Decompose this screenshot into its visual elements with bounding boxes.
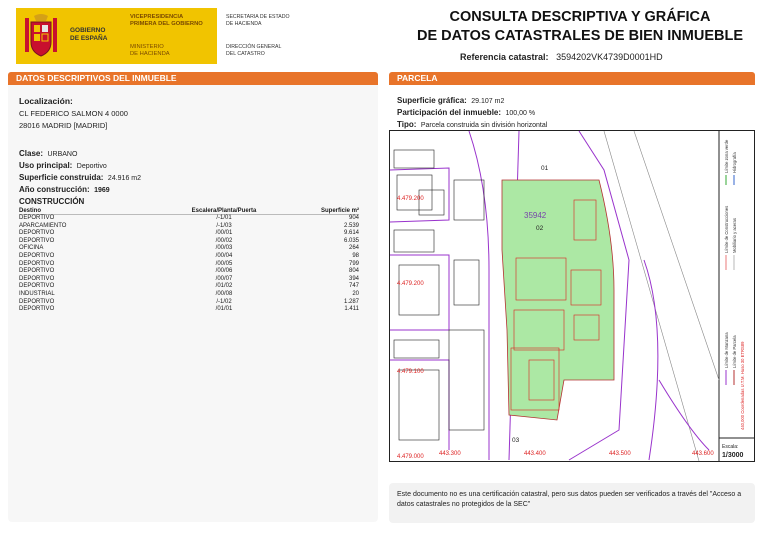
cell-superficie: 799	[348, 260, 359, 267]
cell-escalera: /00/07	[215, 275, 233, 282]
parcel-id-label: 35942	[524, 211, 547, 220]
datos-descriptivos-heading: DATOS DESCRIPTIVOS DEL INMUEBLE	[8, 72, 378, 85]
cell-escalera: /00/04	[215, 252, 233, 259]
y-coord-label: 4.479.100	[397, 369, 424, 375]
disclaimer-text: Este documento no es una certificación catastral, pero sus datos pueden ser verificados a través del "Acceso a datos catastrales no protegidos de la SEC"	[397, 491, 742, 508]
parcel-03-label: 03	[512, 437, 520, 444]
cell-escalera: /00/01	[215, 230, 233, 237]
anio-label: Año construcción:	[19, 185, 90, 194]
cell-destino: DEPORTIVO	[19, 260, 55, 267]
x-coord-label: 443.500	[609, 451, 631, 457]
cell-escalera: /-1/02	[216, 298, 232, 305]
referencia-catastral	[460, 52, 663, 62]
direccion-text: DIRECCIÓN GENERAL DEL CATASTRO	[226, 44, 282, 57]
col-destino: Destino	[19, 208, 169, 215]
address-line2: 28016 MADRID [MADRID]	[19, 121, 108, 130]
table-row	[19, 230, 359, 238]
superficie-value: 24.916 m2	[107, 175, 142, 182]
cell-destino: DEPORTIVO	[19, 230, 55, 237]
cell-destino: DEPORTIVO	[19, 283, 55, 290]
ref-label: Referencia catastral:	[460, 52, 549, 62]
cell-destino: APARCAMIENTO	[19, 222, 67, 229]
cell-destino: DEPORTIVO	[19, 306, 55, 313]
construccion-heading: CONSTRUCCIÓN	[19, 197, 85, 206]
cell-destino: DEPORTIVO	[19, 268, 55, 275]
cell-destino: DEPORTIVO	[19, 252, 55, 259]
cell-escalera: /00/06	[215, 268, 233, 275]
cell-destino: OFICINA	[19, 245, 44, 252]
legend-item: Límite de Parcela	[732, 335, 737, 368]
cell-superficie: 9.614	[343, 230, 359, 237]
x-coord-label: 443.300	[439, 451, 461, 457]
coat-of-arms-icon	[22, 14, 60, 58]
table-row	[19, 245, 359, 253]
cell-superficie: 6.035	[343, 237, 359, 244]
cell-superficie: 2.539	[343, 222, 359, 229]
sup-grafica-label: Superficie gráfica:	[397, 96, 467, 105]
page-title-line2: DE DATOS CATASTRALES DE BIEN INMUEBLE	[417, 28, 743, 44]
table-row	[19, 283, 359, 291]
clase-label: Clase:	[19, 149, 44, 158]
cell-superficie: 1.411	[344, 306, 359, 313]
parcel-01-label: 01	[541, 165, 549, 172]
clase-value: URBANO	[47, 151, 78, 158]
cell-escalera: /00/05	[215, 260, 233, 267]
gobierno-text: GOBIERNO DE ESPAÑA	[70, 27, 108, 42]
cadastral-map[interactable]	[389, 130, 755, 462]
table-row	[19, 238, 359, 246]
participacion-label: Participación del inmueble:	[397, 108, 502, 117]
col-superficie: Superficie m²	[279, 208, 359, 215]
cell-destino: INDUSTRIAL	[19, 290, 55, 297]
cell-destino: DEPORTIVO	[19, 298, 55, 305]
participacion-value: 100,00 %	[505, 110, 536, 117]
cell-escalera: /01/01	[215, 306, 233, 313]
sup-grafica-value: 29.107 m2	[471, 98, 505, 105]
cell-superficie: 1.287	[343, 298, 359, 305]
table-row	[19, 306, 359, 314]
cell-superficie: 804	[348, 268, 359, 275]
cell-superficie: 394	[348, 275, 359, 282]
x-coord-label: 443.400	[524, 451, 546, 457]
secretaria-text: SECRETARIA DE ESTADO DE HACIENDA	[226, 14, 290, 27]
cell-destino: DEPORTIVO	[19, 275, 55, 282]
cell-destino: DEPORTIVO	[19, 215, 55, 221]
tipo-value: Parcela construida sin división horizontal	[420, 122, 548, 129]
construccion-table-body	[19, 215, 359, 314]
anio-row	[19, 179, 110, 197]
legend-item: Límite de Construcciones	[724, 205, 729, 253]
construccion-table	[19, 208, 359, 314]
cell-destino: DEPORTIVO	[19, 237, 55, 244]
scale-value: 1/3000	[722, 452, 744, 459]
y-coord-label: 4.479.000	[397, 454, 424, 460]
superficie-label: Superficie construida:	[19, 173, 104, 182]
table-row	[19, 291, 359, 299]
cell-superficie: 264	[348, 245, 359, 252]
cell-escalera: /00/02	[215, 237, 233, 244]
table-row	[19, 215, 359, 223]
anio-value: 1969	[94, 187, 110, 194]
parcela-heading: PARCELA	[389, 72, 755, 85]
cell-superficie: 98	[352, 252, 359, 259]
crs-label: 440,000 Coordenadas U.T.M. Huso 30 ETRS89	[740, 341, 745, 430]
cell-escalera: /00/08	[215, 290, 233, 297]
legend-item: Mobiliario y aceras	[732, 218, 737, 253]
table-row	[19, 223, 359, 231]
cell-escalera: /00/03	[215, 245, 233, 252]
cell-superficie: 20	[352, 290, 359, 297]
table-row	[19, 268, 359, 276]
vicepresidencia-text: VICEPRESIDENCIA PRIMERA DEL GOBIERNO	[130, 14, 203, 27]
legend-item: Límite zona verde	[724, 139, 729, 173]
table-row	[19, 299, 359, 307]
parcel-sub-label: 02	[536, 225, 544, 232]
cell-escalera: /01/02	[215, 283, 233, 290]
col-escalera: Escalera/Planta/Puerta	[169, 208, 279, 215]
localizacion-label: Localización:	[19, 96, 73, 106]
y-coord-label: 4.479.200	[397, 281, 424, 287]
cell-escalera: /-1/03	[216, 222, 232, 229]
table-row	[19, 276, 359, 284]
ministerio-text: MINISTERIO DE HACIENDA	[130, 44, 170, 57]
legend-item: Hidrografía	[732, 152, 737, 173]
uso-label: Uso principal:	[19, 161, 73, 170]
x-coord-label: 443.600	[692, 451, 714, 457]
address-line1: CL FEDERICO SALMON 4 0000	[19, 109, 128, 118]
table-row	[19, 253, 359, 261]
page-title-line1: CONSULTA DESCRIPTIVA Y GRÁFICA	[449, 9, 711, 25]
uso-value: Deportivo	[76, 163, 107, 170]
tipo-label: Tipo:	[397, 120, 417, 129]
ref-value: 3594202VK4739D0001HD	[556, 52, 663, 62]
table-row	[19, 261, 359, 269]
cell-escalera: /-1/01	[216, 215, 232, 221]
cell-superficie: 904	[348, 215, 359, 221]
legend-item: Límite de Manzana	[724, 332, 729, 368]
cell-superficie: 747	[348, 283, 359, 290]
y-coord-label: 4.479.200	[397, 196, 424, 202]
scale-label: Escala:	[722, 444, 739, 450]
